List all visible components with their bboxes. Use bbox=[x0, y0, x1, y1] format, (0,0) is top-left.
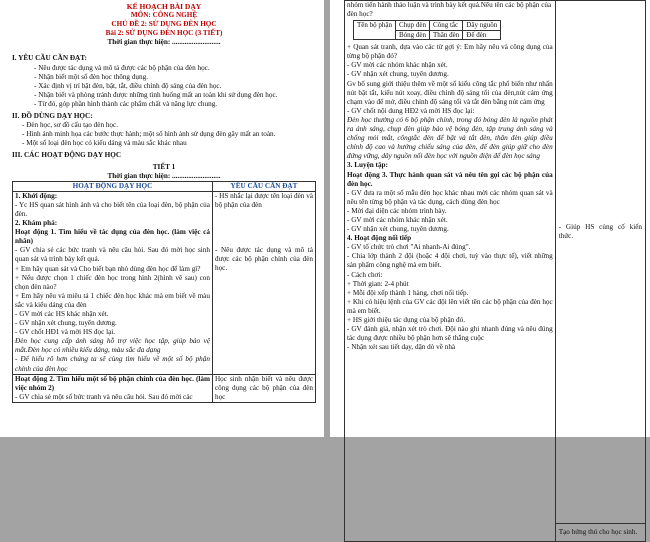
step-line: Hoạt động 3. Thực hành quan sát và nêu tên gọi các bộ phận của đèn học. bbox=[347, 170, 553, 188]
period-time: Thời gian thực hiện: ........................... bbox=[107, 171, 221, 180]
plan-title: KẾ HOẠCH BÀI DẠY bbox=[126, 2, 202, 11]
step-line: - GV nhận xét chung, tuyên dương. bbox=[347, 70, 449, 79]
step-line: + Thời gian: 2-4 phút bbox=[347, 279, 409, 288]
step-line: Gv bổ sung giới thiệu thêm về một số kiểu công tắc phổ biến như nhấn nút bật tắt, kiểu nút xoay, điều chỉnh độ sáng tối của đèn,nút cảm ứng chạm vào để mở, điều chỉnh độ sáng tối và tắt đèn bằng nút cảm ứng bbox=[347, 79, 553, 106]
activity-line: - GV mời các HS khác nhận xét. bbox=[15, 310, 109, 318]
right-content bbox=[344, 0, 646, 542]
group-discussion-text: nhóm tiến hành thảo luận và trình bày kết quả.Nêu tên các bộ phận của đèn học? bbox=[347, 1, 552, 19]
activity-table bbox=[12, 181, 316, 403]
parts-table bbox=[353, 20, 501, 40]
requirement-cell bbox=[212, 374, 315, 402]
activity-line: 2. Khám phá: bbox=[15, 219, 58, 228]
step-line: + HS giới thiệu tác dụng của bộ phận đó. bbox=[347, 316, 466, 324]
requirement-block-a bbox=[556, 223, 645, 524]
step-line: - Nhận xét sau tiết dạy, dặn dò về nhà bbox=[347, 343, 456, 352]
activity-header: HOẠT ĐỘNG DẠY HỌC bbox=[13, 181, 213, 191]
time-line: Thời gian thực hiện: ........................... bbox=[107, 38, 221, 47]
activity-line: - GV chốt HĐ1 và mời HS đọc lại. bbox=[15, 328, 116, 337]
step-line: - GV tổ chức trò chơi "Ai nhanh-Ai đúng". bbox=[347, 243, 471, 252]
step-line: - GV chốt nội dung HĐ2 và mời HS đọc lại: bbox=[347, 106, 475, 115]
requirement-line: - Nêu được tác dụng và mô tả được các bộ phận chính của đèn học. bbox=[214, 245, 313, 273]
requirement-cell bbox=[555, 1, 645, 542]
requirement-item: - Từ đó, góp phần hình thành các phẩm chất và năng lực chung. bbox=[34, 99, 218, 108]
activity-line: Đèn học cung cấp ánh sáng hỗ trợ việc học tập, giúp bảo vệ mắt.Đèn học có nhiều kiểu dáng, màu sắc đa dạng bbox=[15, 337, 210, 355]
material-item: - Một số loại đèn học có kiểu dáng và màu sắc khác nhau bbox=[22, 139, 187, 148]
requirement-line bbox=[215, 228, 313, 237]
section-1-heading: I. YÊU CẦU CẦN ĐẠT: bbox=[12, 54, 87, 63]
period-title: TIẾT 1 bbox=[152, 162, 176, 171]
step-line: - Mời đại diện các nhóm trình bày. bbox=[347, 206, 447, 215]
step-line: - GV mời các nhóm khác nhận xét. bbox=[347, 61, 448, 70]
table-row bbox=[13, 191, 316, 374]
section-2-heading: II. ĐỒ DÙNG DẠY HỌC: bbox=[12, 112, 93, 121]
parts-cell: Đế đèn bbox=[463, 30, 501, 40]
step-line: - GV mời các nhóm khác nhận xét. bbox=[347, 215, 448, 224]
step-line: - GV nhận xét chung, tuyên dương. bbox=[347, 225, 449, 234]
material-item: - Đèn học, sơ đồ cấu tạo đèn học. bbox=[22, 121, 119, 130]
requirement-line bbox=[215, 219, 313, 228]
step-line: - Cách chơi: bbox=[347, 270, 383, 279]
activity-line: - GV chia sẻ một số bức tranh và nêu câu hỏi. Sau đó mời các bbox=[15, 392, 193, 401]
parts-row bbox=[354, 21, 501, 31]
step-line: - GV đánh giá, nhận xét trò chơi. Đội nào ghi nhanh đúng và nêu đúng tác dụng được nhiều bộ phận hơn sẽ thắng cuộc bbox=[347, 325, 553, 343]
parts-cell: Bóng đèn bbox=[396, 30, 430, 40]
subject-title: MÔN: CÔNG NGHỆ bbox=[130, 11, 198, 20]
activity-cell bbox=[13, 191, 213, 374]
requirement-line bbox=[215, 237, 313, 246]
section-3-heading: III. CÁC HOẠT ĐỘNG DẠY HỌC bbox=[12, 151, 122, 160]
requirement-item: - Nhận biết và phòng tránh được những tình huống mất an toàn khi sử dụng đèn học. bbox=[34, 90, 278, 99]
requirement-line: - HS nhắc lại được tên loại đèn và bộ phận của đèn bbox=[214, 191, 313, 209]
step-line: - Chia lớp thành 2 đội (hoặc 4 đội chơi, tuỳ vào thực tế), viết những sản phẩm công nghệ mà em biết. bbox=[347, 252, 553, 270]
step-line: - GV đưa ra một số mẫu đèn học khác nhau mời các nhóm quan sát và nêu tên từng bộ phận và tác dụng, cách dùng đèn học bbox=[347, 188, 553, 206]
requirement-item: - Nhận biết một số đèn học thông dụng. bbox=[34, 72, 148, 81]
activity-line: 1. Khởi động: bbox=[15, 191, 58, 200]
section-1-list bbox=[12, 64, 316, 109]
requirement-line bbox=[215, 210, 313, 219]
parts-cell: Chụp đèn bbox=[396, 21, 430, 31]
step-line: 3. Luyện tập: bbox=[347, 161, 388, 170]
section-2-list bbox=[12, 121, 316, 148]
activity-line: - Yc HS quan sát hình ảnh và cho biết tên của loại đèn, bộ phận của đèn. bbox=[15, 200, 210, 218]
parts-cell: Tên bộ phận bbox=[354, 21, 396, 40]
requirement-cell bbox=[212, 191, 315, 374]
activity-line: - GV nhận xét chung, tuyên dương. bbox=[15, 319, 117, 328]
parts-cell: Dây nguồn bbox=[463, 21, 501, 31]
lesson-header bbox=[12, 2, 316, 47]
document-page-right bbox=[330, 0, 650, 536]
activity-line: Hoạt động 1. Tìm hiểu về tác dụng của đèn học. (làm việc cả nhân) bbox=[15, 228, 210, 246]
activity-line: - GV chia sẻ các bức tranh và nêu câu hỏi. Sau đó mời học sinh quan sát và trình bày kết quả. bbox=[15, 246, 210, 264]
lesson-title: Bài 2: SỬ DỤNG ĐÈN HỌC (3 TIẾT) bbox=[105, 29, 223, 38]
step-line: 4. Hoạt động nối tiếp bbox=[347, 234, 412, 243]
step-line: + Quan sát tranh, dựa vào các từ gợi ý: Em hãy nêu và công dụng của từng bộ phận đó? bbox=[347, 43, 553, 61]
step-line: + Khi có hiệu lệnh của GV các đội lên viết tên các bộ phận của đèn học mà em biết. bbox=[347, 297, 553, 315]
activity-steps bbox=[347, 43, 553, 352]
material-item: - Hình ảnh minh họa các bước thực hành; một số hình ảnh sử dụng đèn gây mất an toàn. bbox=[22, 130, 276, 139]
requirement-header: YÊU CẦU CẦN ĐẠT bbox=[212, 181, 315, 191]
requirement-line: Học sinh nhận biết và nêu được công dụng các bộ phận của đèn học bbox=[214, 374, 313, 401]
continued-table bbox=[344, 0, 646, 542]
requirement-item: - Xác định vị trí bật đèn, bật, tắt, điều chỉnh độ sáng của đèn học. bbox=[34, 81, 222, 90]
activity-line: + Nếu được chọn 1 chiếc đèn học trong hình 2(hình vẽ sau) con chọn đèn nào? bbox=[15, 273, 210, 291]
topic-title: CHỦ ĐỀ 2: SỬ DỤNG ĐÈN HỌC bbox=[111, 20, 217, 29]
activity-line: + Em hãy quan sát và Cho biết bạn nhỏ dùng đèn học để làm gì? bbox=[15, 264, 201, 273]
parts-cell: Thân đèn bbox=[430, 30, 463, 40]
consolidate-note: - Giúp HS củng cố kiến thức. bbox=[558, 223, 642, 241]
parts-cell: Công tắc bbox=[430, 21, 463, 31]
activity-line: - Để hiểu rõ hơn chúng ta sẽ cùng tìm hiểu về một số bộ phận chính của đèn học bbox=[15, 355, 210, 373]
interest-note: Tạo hứng thú cho học sinh. bbox=[558, 528, 638, 536]
requirement-item: - Nêu được tác dụng và mô tả được các bộ phận của đèn học. bbox=[34, 63, 210, 72]
document-page-left bbox=[0, 0, 324, 437]
activity-cell bbox=[345, 1, 556, 542]
activity-cell bbox=[13, 374, 213, 402]
table-row bbox=[13, 374, 316, 402]
step-line: Đèn học thường có 6 bộ phận chính, trong đó bóng đèn là nguồn phát ra ánh sáng, chụp đèn giúp bảo vệ bóng đèn, tập trung ánh sáng và chống mỏi mắt, côngtắc đèn để bật và tắt đèn, thân đèn giúp điều chỉnh độ cao và hướng chiếu sáng của đèn, đế đèn giúp giữ cho đèn đứng vững, dây nguồn nối đèn học với nguồn điện để đèn học sáng bbox=[347, 115, 553, 161]
activity-line: Hoạt động 2. Tìm hiểu một số bộ phận chính của đèn học. (làm việc nhóm 2) bbox=[15, 374, 210, 392]
step-line: + Mỗi đội xếp thành 1 hàng, chơi nối tiếp. bbox=[347, 288, 469, 297]
activity-line: + Em hãy nêu và miêu tả 1 chiếc đèn học khác mà em biết về màu sắc và kiểu dáng của đèn bbox=[15, 291, 210, 309]
